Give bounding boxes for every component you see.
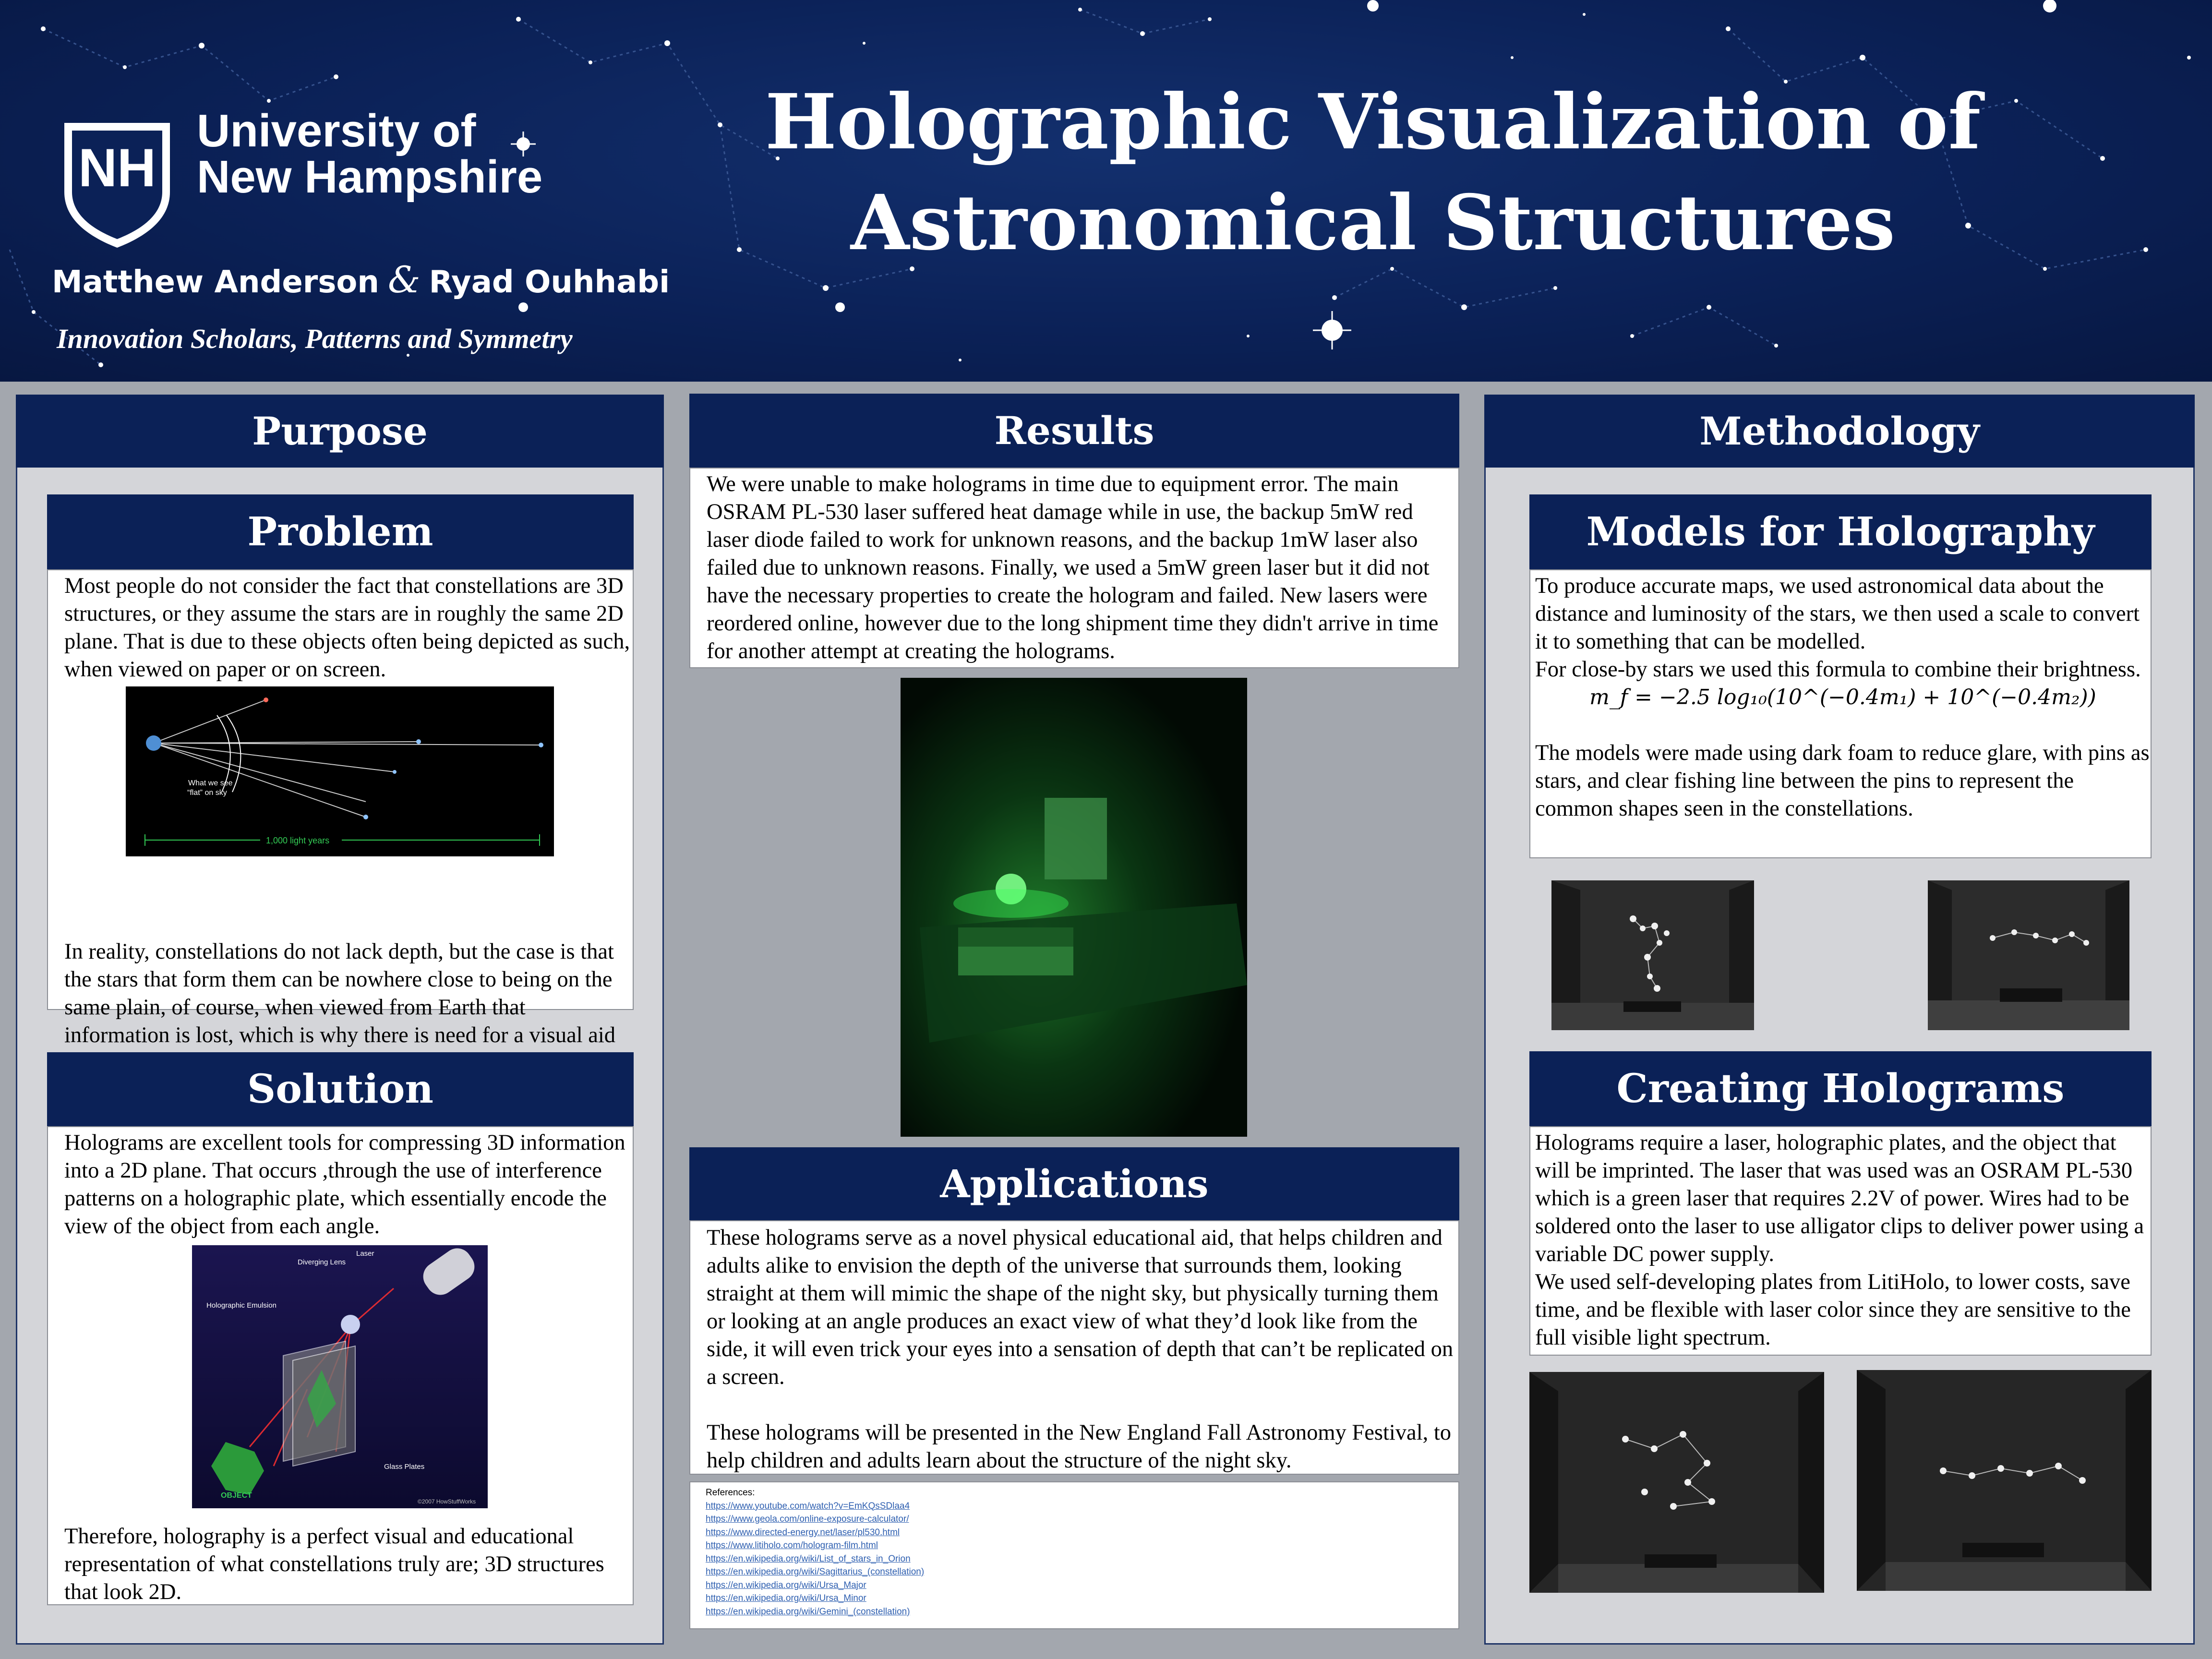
- poster-title-line1: Holographic Visualization of: [765, 78, 1981, 167]
- reference-link[interactable]: https://www.directed-energy.net/laser/pl530.html: [706, 1527, 900, 1538]
- models-text-2: For close-by stars we used this formula to combine their brightness.: [1535, 657, 2141, 682]
- applications-text-1: These holograms serve as a novel physical educational aid, that helps children and adults alike to envision the depth of the universe that surrounds them, looking straight at them will mimic the shape of the night sky, but physically turning them or looking at an angle produces an exact view of what they’d look like from the side, it will even trick your eyes into a sensation of depth that can’t be replicated on a screen.: [707, 1226, 1454, 1389]
- diagram-caption-2: “flat” on sky: [187, 789, 227, 797]
- methodology-heading: Methodology: [1484, 395, 2195, 468]
- reference-link[interactable]: https://en.wikipedia.org/wiki/Ursa_Minor: [706, 1593, 866, 1603]
- references-box: [689, 1481, 1459, 1629]
- results-heading: Results: [689, 394, 1459, 468]
- reference-link[interactable]: https://en.wikipedia.org/wiki/Ursa_Major: [706, 1580, 866, 1590]
- earth-icon: [146, 735, 161, 751]
- solution-text-1: Holograms are excellent tools for compressing 3D information into a 2D plane. That occurs ,through the use of interference patterns on a holographic plate, which essentially encode the view of the object from each angle.: [64, 1130, 625, 1238]
- diagram-emulsion-label: Holographic Emulsion: [206, 1301, 276, 1310]
- solution-heading: Solution: [47, 1052, 634, 1126]
- purpose-heading: Purpose: [16, 395, 664, 468]
- reference-link[interactable]: https://www.geola.com/online-exposure-calculator/: [706, 1514, 909, 1524]
- diagram-lens-label: Diverging Lens: [298, 1258, 346, 1266]
- results-textbox: [689, 468, 1459, 668]
- applications-heading: Applications: [689, 1147, 1459, 1220]
- diagram-laser-label: Laser: [356, 1250, 374, 1258]
- author-1: Matthew Anderson: [52, 264, 379, 300]
- holography-setup-diagram: [192, 1245, 488, 1508]
- solution-text-2: Therefore, holography is a perfect visual and educational representation of what constellations truly are; 3D structures that look 2D.: [64, 1524, 604, 1604]
- author-2: Ryad Ouhhabi: [429, 264, 670, 300]
- models-heading: Models for Holography: [1529, 494, 2152, 569]
- brightness-formula: m_f = −2.5 log₁₀(10^(−0.4m₁) + 10^(−0.4m₂)): [1589, 685, 2096, 709]
- creating-textbox: [1529, 1126, 2152, 1356]
- references-label: References:: [706, 1488, 755, 1498]
- university-line2: New Hampshire: [197, 151, 543, 203]
- constellation-model-photo-1: [1529, 1372, 1824, 1593]
- diagram-plates-label: Glass Plates: [384, 1463, 425, 1471]
- green-laser-photo: [901, 678, 1247, 1137]
- logo-text: NH: [78, 138, 156, 198]
- results-text: We were unable to make holograms in time due to equipment error. The main OSRAM PL-530 laser suffered heat damage while in use, the backup 5mW red laser diode failed to work for unknown reasons, and the backup 1mW laser also failed due to unknown reasons. Finally, we used a 5mW green laser but it did not have the necessary properties to create the hologram and failed. New lasers were reordered online, however due to the long shipment time they didn't arrive in time for another attempt at creating the holograms.: [707, 472, 1439, 663]
- constellation-depth-diagram: [126, 686, 554, 856]
- orion-model-photo: [1551, 880, 1754, 1030]
- ursa-model-photo: [1928, 880, 2129, 1030]
- problem-heading: Problem: [47, 494, 634, 569]
- poster-title: [710, 72, 2035, 274]
- diagram-caption-1: What we see: [188, 779, 233, 787]
- reference-link[interactable]: https://en.wikipedia.org/wiki/Gemini_(constellation): [706, 1606, 910, 1617]
- reference-link[interactable]: https://en.wikipedia.org/wiki/List_of_stars_in_Orion: [706, 1553, 911, 1564]
- diagram-credit: ©2007 HowStuffWorks: [418, 1498, 476, 1505]
- diagram-object-label: OBJECT: [221, 1491, 252, 1500]
- creating-heading: Creating Holograms: [1529, 1051, 2152, 1126]
- models-text-3: The models were made using dark foam to reduce glare, with pins as stars, and clear fishing line between the pins to represent the common shapes seen in the constellations.: [1535, 741, 2150, 821]
- creating-text-2: We used self-developing plates from LitiHolo, to lower costs, save time, and be flexible with laser color since they are sensitive to the full visible light spectrum.: [1535, 1270, 2131, 1350]
- diagram-scale-label: 1,000 light years: [266, 836, 330, 845]
- authors: [52, 258, 670, 301]
- poster-header: [0, 0, 2212, 382]
- reference-link[interactable]: https://en.wikipedia.org/wiki/Sagittarius_(constellation): [706, 1567, 925, 1577]
- models-text-1: To produce accurate maps, we used astronomical data about the distance and luminosity of the stars, we then used a scale to convert it to something that can be modelled.: [1535, 574, 2140, 654]
- constellation-model-photo-2: [1857, 1370, 2152, 1591]
- university-line1: University of: [197, 105, 476, 156]
- problem-text-2: In reality, constellations do not lack depth, but the case is that the stars that form them can be nowhere close to being on the same plain, of course, when viewed from Earth that information is lost, which is why there is need for a visual aid: [64, 939, 616, 1047]
- program-subtitle: Innovation Scholars, Patterns and Symmetry: [57, 323, 573, 354]
- models-textbox: [1529, 569, 2152, 858]
- applications-text-2: These holograms will be presented in the New England Fall Astronomy Festival, to help children and adults learn about the structure of the night sky.: [707, 1420, 1452, 1473]
- university-name: [197, 105, 543, 203]
- reference-link[interactable]: https://www.youtube.com/watch?v=EmKQsSDlaa4: [706, 1501, 910, 1511]
- reference-link[interactable]: https://www.litiholo.com/hologram-film.html: [706, 1540, 878, 1551]
- problem-text-1: Most people do not consider the fact that constellations are 3D structures, or they assume the stars are in roughly the same 2D plane. That is due to these objects often being depicted as such, when viewed on paper or on screen.: [64, 574, 630, 682]
- creating-text-1: Holograms require a laser, holographic plates, and the object that will be imprinted. The laser that was used was an OSRAM PL-530 which is a green laser that requires 2.2V of power. Wires had to be soldered onto the laser to use alligator clips to deliver power using a variable DC power supply.: [1535, 1130, 2144, 1266]
- applications-textbox: [689, 1220, 1459, 1475]
- unh-logo-shield: [61, 120, 173, 251]
- poster-title-line2: Astronomical Structures: [850, 179, 1896, 267]
- lens-icon: [341, 1315, 360, 1334]
- author-ampersand: &: [387, 258, 421, 301]
